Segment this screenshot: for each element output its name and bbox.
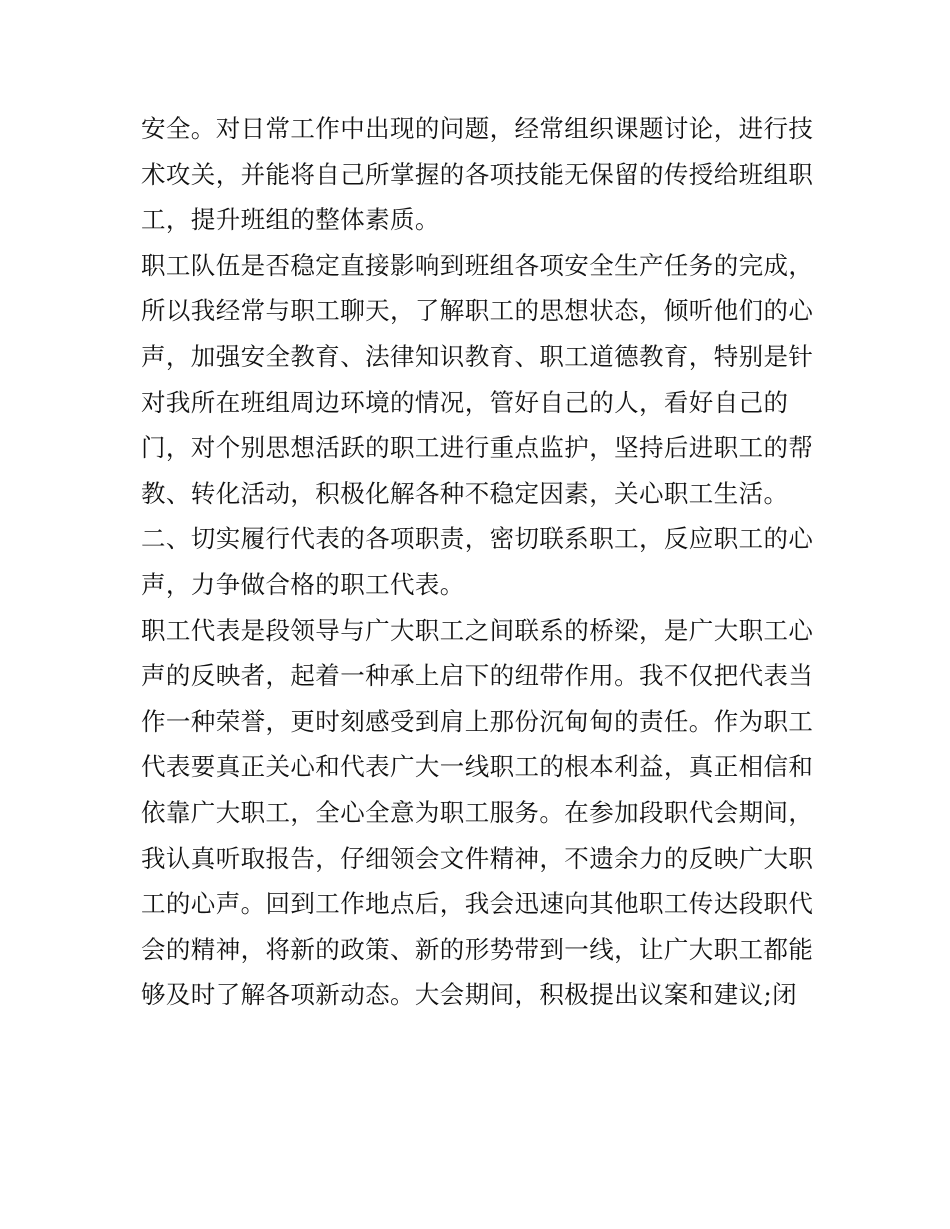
text-line: 安全。对日常工作中出现的问题，经常组织课题讨论，进行技 xyxy=(141,114,814,143)
text-line: 作一种荣誉，更时刻感受到肩上那份沉甸甸的责任。作为职工 xyxy=(141,706,814,736)
text-line: 教、转化活动，积极化解各种不稳定因素，关心职工生活。 xyxy=(141,478,789,508)
text-line: 声的反映者，起着一种承上启下的纽带作用。我不仅把代表当 xyxy=(141,661,814,691)
text-line: 声，力争做合格的职工代表。 xyxy=(141,569,465,599)
text-line: 工的心声。回到工作地点后，我会迅速向其他职工传达段职代 xyxy=(141,889,814,919)
text-line: 代表要真正关心和代表广大一线职工的根本利益，真正相信和 xyxy=(141,752,814,782)
text-line: 声，加强安全教育、法律知识教育、职工道德教育，特别是针 xyxy=(141,341,814,371)
text-line: 对我所在班组周边环境的情况，管好自己的人，看好自己的 xyxy=(141,387,789,417)
text-line: 会的精神，将新的政策、新的形势带到一线，让广大职工都能 xyxy=(141,934,814,964)
text-line: 术攻关，并能将自己所掌握的各项技能无保留的传授给班组职 xyxy=(141,159,814,189)
text-line: 门，对个别思想活跃的职工进行重点监护，坚持后进职工的帮 xyxy=(141,433,814,463)
text-line: 二、切实履行代表的各项职责，密切联系职工，反应职工的心 xyxy=(141,524,814,554)
text-line: 职工队伍是否稳定直接影响到班组各项安全生产任务的完成， xyxy=(141,250,814,280)
text-line: 我认真听取报告，仔细领会文件精神，不遗余力的反映广大职 xyxy=(141,843,814,873)
text-line: 所以我经常与职工聊天，了解职工的思想状态，倾听他们的心 xyxy=(141,296,814,326)
text-line: 工，提升班组的整体素质。 xyxy=(141,205,440,235)
text-line: 职工代表是段领导与广大职工之间联系的桥梁，是广大职工心 xyxy=(141,615,814,645)
text-line: 依靠广大职工，全心全意为职工服务。在参加段职代会期间， xyxy=(141,797,814,827)
text-line: 够及时了解各项新动态。大会期间，积极提出议案和建议;闭 xyxy=(141,980,798,1010)
body-text xyxy=(141,106,821,1018)
